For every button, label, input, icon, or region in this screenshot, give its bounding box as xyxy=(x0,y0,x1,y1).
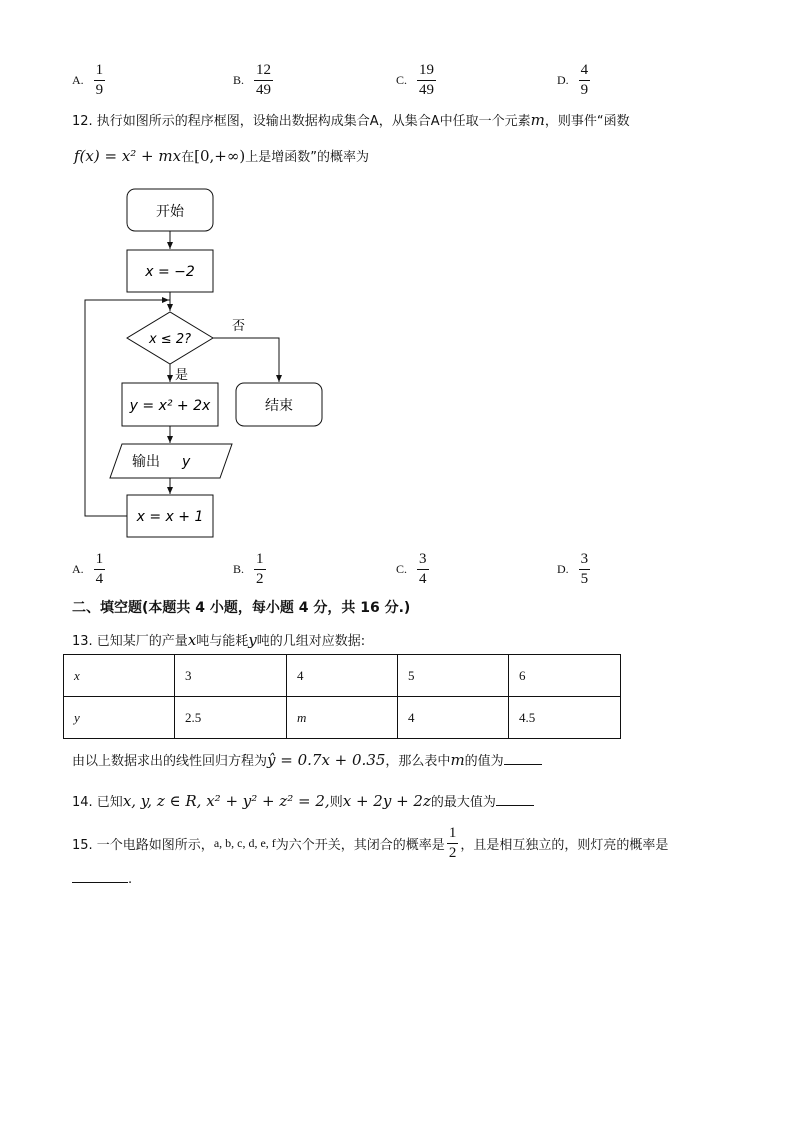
denominator: 2 xyxy=(448,845,457,861)
q12-text: 12. 执行如图所示的程序框图，设输出数据构成集合A，从集合A中任取一个元素 xyxy=(72,114,531,129)
q12-text-end2: 上是增函数”的概率为 xyxy=(245,150,369,165)
denominator: 9 xyxy=(95,82,104,98)
q14-text-b: 则 xyxy=(329,795,343,810)
output-var: y xyxy=(182,454,191,470)
option-label: B. xyxy=(233,562,245,576)
table-cell: 6 xyxy=(509,655,621,697)
start-label: 开始 xyxy=(156,204,184,220)
q12-option-c xyxy=(396,552,429,587)
denominator: 5 xyxy=(580,571,589,587)
q15-end: . xyxy=(128,872,133,887)
q12-option-d xyxy=(557,552,590,587)
q14-text-c: 的最大值为 xyxy=(430,795,496,810)
q13-var-y: y xyxy=(248,631,257,649)
numerator: 3 xyxy=(579,552,591,570)
init-label: x = −2 xyxy=(145,264,195,280)
denominator: 4 xyxy=(95,571,104,587)
q15-switches: a, b, c, d, e, f xyxy=(213,836,276,850)
table-cell: 3 xyxy=(175,655,287,697)
denominator: 4 xyxy=(419,571,427,587)
numerator: 1 xyxy=(447,826,459,844)
table-row xyxy=(64,697,621,739)
output-parallelogram xyxy=(110,444,232,478)
q12-text-mid: 在 xyxy=(181,150,195,165)
regression-equation: ŷ = 0.7x + 0.35 xyxy=(267,751,386,769)
table-cell: 2.5 xyxy=(175,697,287,739)
q13-text-b: 吨与能耗 xyxy=(196,634,249,649)
compute-label: y = x² + 2x xyxy=(129,398,211,414)
data-table xyxy=(63,654,621,739)
q14-question xyxy=(72,791,534,810)
option-label: B. xyxy=(233,73,245,87)
option-label: A. xyxy=(72,562,84,576)
end-label: 结束 xyxy=(265,398,293,414)
table-cell: 4 xyxy=(287,655,398,697)
table-cell: x xyxy=(64,655,175,697)
numerator: 1 xyxy=(254,552,266,570)
answer-blank xyxy=(504,764,542,765)
option-fraction xyxy=(417,552,429,587)
table-row xyxy=(64,655,621,697)
q12-option-b xyxy=(233,552,266,587)
no-label: 否 xyxy=(232,319,246,334)
numerator: 3 xyxy=(417,552,429,570)
q12-interval: [0,+∞) xyxy=(194,147,246,165)
q13-question xyxy=(72,750,542,769)
arrow-cond-end xyxy=(213,338,279,382)
output-word: 输出 xyxy=(132,454,160,470)
numerator: 4 xyxy=(579,63,591,81)
numerator: 1 xyxy=(94,63,106,81)
q15-answer-line xyxy=(72,868,132,887)
option-label: C. xyxy=(396,562,408,576)
q12-option-a xyxy=(72,552,105,587)
q13-var-m: m xyxy=(450,751,465,769)
answer-blank xyxy=(72,868,128,883)
option-label: A. xyxy=(72,73,84,87)
option-fraction xyxy=(579,552,591,587)
denominator: 9 xyxy=(580,82,589,98)
q13-text-c: 吨的几组对应数据: xyxy=(256,634,366,649)
denominator: 2 xyxy=(256,571,264,587)
q14-text-a: 14. 已知 xyxy=(72,795,123,810)
table-cell: y xyxy=(64,697,175,739)
option-fraction xyxy=(94,552,106,587)
table-cell: 4.5 xyxy=(509,697,621,739)
q15-fraction xyxy=(447,826,459,861)
denominator: 49 xyxy=(256,82,272,98)
table-cell: 5 xyxy=(398,655,509,697)
q12-function: f(x) = x² + mx xyxy=(74,147,182,165)
numerator: 1 xyxy=(94,552,106,570)
yes-label: 是 xyxy=(175,368,189,383)
q13-var-x: x xyxy=(187,631,197,649)
q14-condition: x, y, z ∈ R, x² + y² + z² = 2, xyxy=(122,792,330,810)
q15-text-a: 15. 一个电路如图所示， xyxy=(72,838,214,853)
q15-question xyxy=(72,826,668,861)
option-label: D. xyxy=(557,562,569,576)
q15-text-c: ，且是相互独立的，则灯亮的概率是 xyxy=(460,838,669,853)
section-heading: 二、填空题(本题共 4 小题，每小题 4 分，共 16 分.) xyxy=(72,600,411,616)
denominator: 49 xyxy=(419,82,435,98)
condition-label: x ≤ 2? xyxy=(148,332,192,347)
option-label: C. xyxy=(396,73,408,87)
option-fraction xyxy=(254,552,266,587)
program-flowchart xyxy=(0,0,793,560)
q13-text-a: 13. 已知某厂的产量 xyxy=(72,634,188,649)
q12-text-end: ，则事件“函数 xyxy=(544,114,630,129)
q13-intro xyxy=(72,630,365,649)
q12-var-m: m xyxy=(530,111,545,129)
option-label: D. xyxy=(557,73,569,87)
q14-expression: x + 2y + 2z xyxy=(342,792,431,810)
q15-text-b: 为六个开关，其闭合的概率是 xyxy=(275,838,445,853)
q13-after-a: 由以上数据求出的线性回归方程为 xyxy=(72,754,268,769)
q13-after-b: ，那么表中 xyxy=(385,754,451,769)
table-cell: 4 xyxy=(398,697,509,739)
increment-label: x = x + 1 xyxy=(136,509,204,525)
table-cell: m xyxy=(287,697,398,739)
answer-blank xyxy=(496,805,534,806)
numerator: 12 xyxy=(254,63,273,81)
q13-after-c: 的值为 xyxy=(464,754,504,769)
numerator: 19 xyxy=(417,63,436,81)
